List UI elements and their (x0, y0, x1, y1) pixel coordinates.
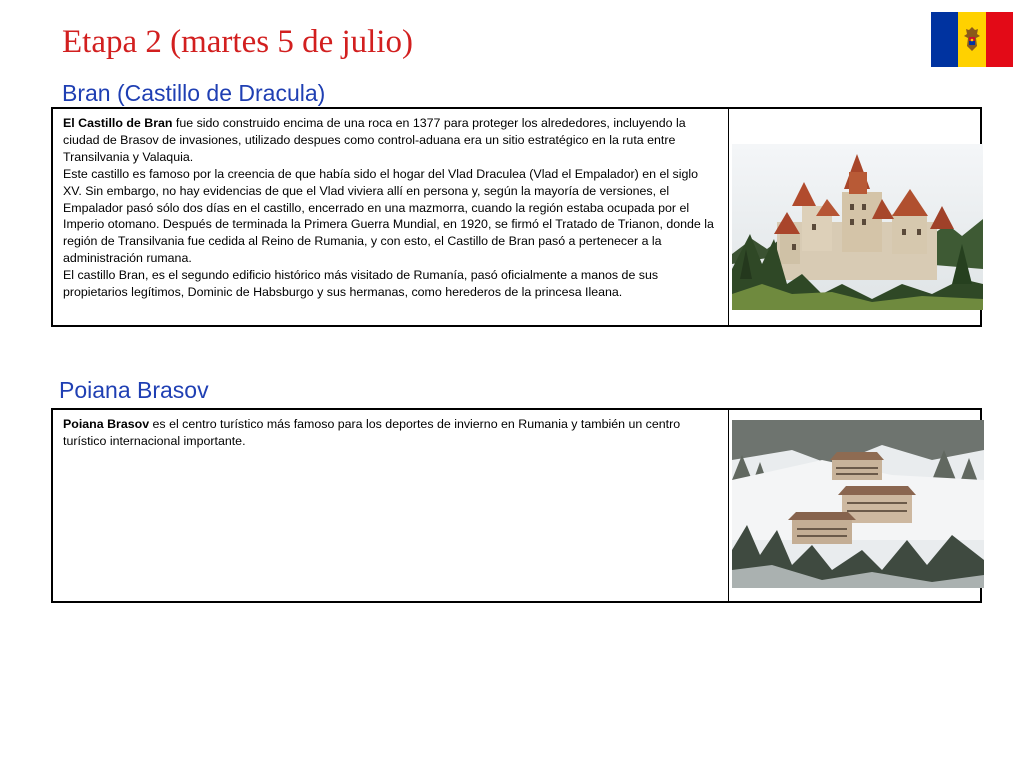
coat-of-arms-icon (963, 26, 981, 52)
poiana-paragraph-1 (63, 416, 720, 450)
flag-yellow-band (958, 12, 985, 67)
flag-icon (931, 12, 1013, 67)
poiana-text-cell (53, 410, 729, 601)
poiana-lead-bold: Poiana Brasov (63, 417, 150, 431)
bran-heading: Bran (Castillo de Dracula) (62, 80, 326, 106)
bran-lead-bold: El Castillo de Bran (63, 116, 173, 130)
page-title: Etapa 2 (martes 5 de julio) (62, 24, 413, 60)
flag-red-band (986, 12, 1013, 67)
flag-blue-band (931, 12, 958, 67)
poiana-info-table (51, 408, 982, 603)
bran-info-table (51, 107, 982, 327)
bran-image-cell (729, 109, 980, 325)
bran-text-cell (53, 109, 729, 325)
bran-paragraph-3: El castillo Bran, es el segundo edificio histórico más visitado de Rumanía, pasó oficialmente a manos de sus propietarios legítimos, Dominic de Habsburgo y sus hermanas, como herederos de la princesa Ileana. (63, 268, 659, 300)
poiana-heading: Poiana Brasov (59, 377, 209, 403)
bran-paragraph-1 (63, 115, 720, 166)
ski-resort-photo-icon (732, 420, 984, 588)
bran-paragraph-2: Este castillo es famoso por la creencia de que había sido el hogar del Vlad Draculea (Vlad el Empalador) en el siglo XV. Sin embargo, no hay evidencias de que el Vlad viviera allí en persona y, según la mayoría de versiones, el Empalador pasó sólo dos días en el castillo, encerrado en una mazmorra, cuando la región estaba ocupada por el Imperio otomano. Después de terminada la Primera Guerra Mundial, en 1920, se firmó el Tratado de Trianon, donde la región de Transilvania fue cedida al Reino de Rumania, y con esto, el Castillo de Bran pasó a pertenecer a la administración rumana. (63, 166, 714, 266)
poiana-image-cell (729, 410, 980, 601)
castle-photo-icon (732, 144, 983, 310)
poiana-lead-rest: es el centro turístico más famoso para los deportes de invierno en Rumania y también un centro turístico internacional importante. (63, 417, 681, 448)
bran-lead-rest: fue sido construido encima de una roca en 1377 para proteger los alrededores, incluyendo la ciudad de Brasov de invasiones, utilizado despues como control-aduana era un sitio estratégico en la ruta entre Transilvania y Valaquia. (63, 116, 686, 164)
